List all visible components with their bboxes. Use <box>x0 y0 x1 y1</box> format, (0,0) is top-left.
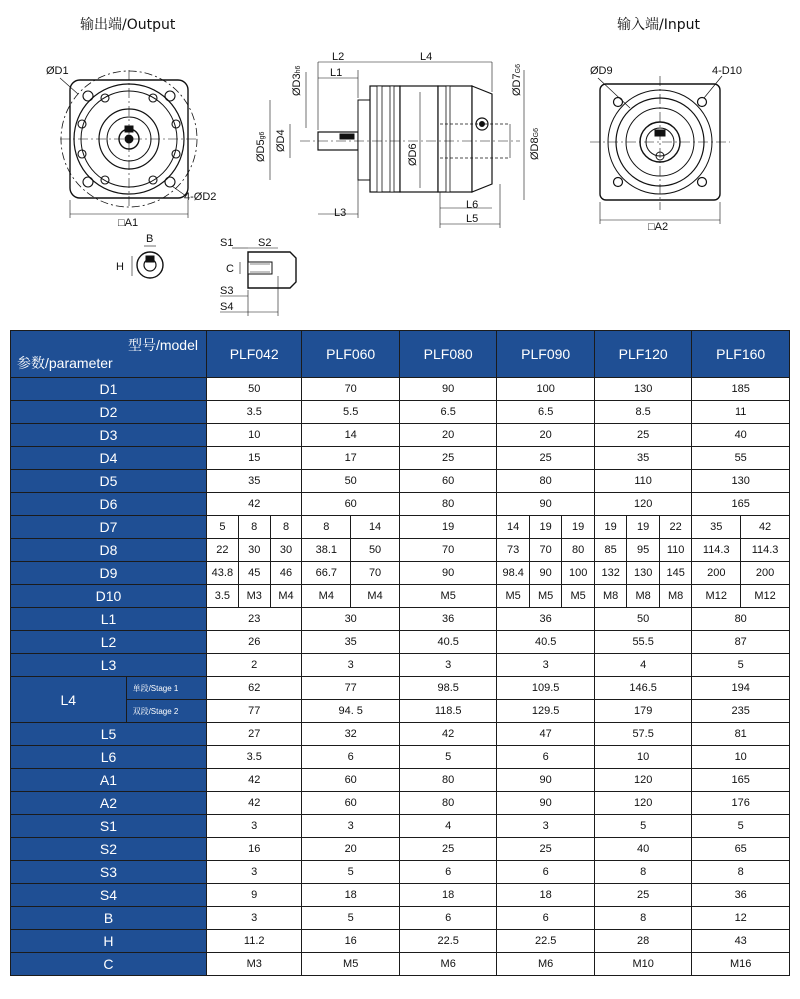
param-cell: L2 <box>11 631 207 654</box>
value-cell: 10 <box>594 746 691 769</box>
value-cell: 19 <box>562 516 595 539</box>
value-cell: 14 <box>497 516 529 539</box>
value-cell: 40 <box>594 838 691 861</box>
value-cell: 42 <box>206 792 301 815</box>
value-cell: M4 <box>302 585 351 608</box>
param-cell: L6 <box>11 746 207 769</box>
value-cell: 185 <box>692 378 790 401</box>
table-row <box>11 677 790 700</box>
value-cell: 6 <box>497 861 594 884</box>
table-row <box>11 907 790 930</box>
value-cell: M6 <box>399 953 496 976</box>
param-cell: H <box>11 930 207 953</box>
param-cell: D2 <box>11 401 207 424</box>
label-b: B <box>146 233 154 245</box>
model-header-plf042: PLF042 <box>206 331 301 378</box>
value-cell: M3 <box>206 953 301 976</box>
label-a2: □A2 <box>648 221 669 233</box>
table-body <box>11 378 790 976</box>
param-cell: D5 <box>11 470 207 493</box>
value-cell: 35 <box>302 631 399 654</box>
value-cell: 47 <box>497 723 594 746</box>
value-cell: 35 <box>206 470 301 493</box>
value-cell: 4 <box>399 815 496 838</box>
param-cell: L1 <box>11 608 207 631</box>
value-cell: 90 <box>497 493 594 516</box>
value-cell: 6.5 <box>497 401 594 424</box>
value-cell: 90 <box>497 792 594 815</box>
value-cell: M8 <box>627 585 659 608</box>
value-cell: 55.5 <box>594 631 691 654</box>
value-cell: 80 <box>692 608 790 631</box>
value-cell: 3 <box>206 861 301 884</box>
value-cell: 77 <box>302 677 399 700</box>
value-cell: 36 <box>692 884 790 907</box>
value-cell: 85 <box>594 539 626 562</box>
value-cell: 22 <box>206 539 238 562</box>
table-row <box>11 654 790 677</box>
value-cell: 25 <box>399 838 496 861</box>
value-cell: 16 <box>302 930 399 953</box>
value-cell: 179 <box>594 700 691 723</box>
table-row <box>11 930 790 953</box>
value-cell: M4 <box>351 585 400 608</box>
value-cell: 3 <box>206 815 301 838</box>
table-corner <box>11 331 207 378</box>
table-header-row <box>11 331 790 378</box>
value-cell: 25 <box>594 884 691 907</box>
value-cell: 90 <box>399 562 496 585</box>
value-cell: 3 <box>497 654 594 677</box>
value-cell: 50 <box>302 470 399 493</box>
param-cell: D9 <box>11 562 207 585</box>
value-cell: 80 <box>497 470 594 493</box>
value-cell: 3 <box>399 654 496 677</box>
value-cell: 43 <box>692 930 790 953</box>
value-cell: 62 <box>206 677 301 700</box>
value-cell: 19 <box>399 516 496 539</box>
value-cell: 165 <box>692 769 790 792</box>
value-cell: 165 <box>692 493 790 516</box>
value-cell: 130 <box>594 378 691 401</box>
value-cell: 6.5 <box>399 401 496 424</box>
value-cell: 10 <box>206 424 301 447</box>
value-cell: 145 <box>659 562 692 585</box>
model-header-plf090: PLF090 <box>497 331 594 378</box>
value-cell: 42 <box>206 769 301 792</box>
table-row <box>11 470 790 493</box>
value-cell: 5.5 <box>302 401 399 424</box>
value-cell: 176 <box>692 792 790 815</box>
value-cell: 5 <box>692 815 790 838</box>
value-cell: 50 <box>351 539 400 562</box>
value-cell: 70 <box>399 539 496 562</box>
table-row <box>11 562 790 585</box>
value-cell: 6 <box>497 907 594 930</box>
value-cell: 57.5 <box>594 723 691 746</box>
value-cell: 81 <box>692 723 790 746</box>
value-cell: 18 <box>302 884 399 907</box>
value-cell: 35 <box>692 516 741 539</box>
value-cell: 120 <box>594 769 691 792</box>
value-cell: 120 <box>594 792 691 815</box>
value-cell: 90 <box>529 562 561 585</box>
table-row <box>11 401 790 424</box>
value-cell: 15 <box>206 447 301 470</box>
value-cell: 42 <box>741 516 790 539</box>
value-cell: M10 <box>594 953 691 976</box>
value-cell: M3 <box>238 585 270 608</box>
value-cell: 8 <box>594 907 691 930</box>
value-cell: 5 <box>302 861 399 884</box>
value-cell: 20 <box>399 424 496 447</box>
table-row <box>11 700 790 723</box>
value-cell: 94. 5 <box>302 700 399 723</box>
param-cell: D1 <box>11 378 207 401</box>
table-row <box>11 424 790 447</box>
value-cell: M5 <box>399 585 496 608</box>
table-row <box>11 447 790 470</box>
label-s3: S3 <box>220 285 234 297</box>
param-cell: D8 <box>11 539 207 562</box>
value-cell: 4 <box>594 654 691 677</box>
value-cell: 43.8 <box>206 562 238 585</box>
value-cell: 6 <box>399 907 496 930</box>
value-cell: 50 <box>206 378 301 401</box>
value-cell: M5 <box>302 953 399 976</box>
value-cell: 5 <box>206 516 238 539</box>
value-cell: 10 <box>692 746 790 769</box>
table-row <box>11 516 790 539</box>
value-cell: 12 <box>692 907 790 930</box>
table-row <box>11 953 790 976</box>
value-cell: 60 <box>302 792 399 815</box>
value-cell: 40.5 <box>399 631 496 654</box>
value-cell: 80 <box>399 769 496 792</box>
value-cell: 87 <box>692 631 790 654</box>
value-cell: 130 <box>627 562 659 585</box>
value-cell: 100 <box>562 562 595 585</box>
value-cell: 110 <box>594 470 691 493</box>
value-cell: 3.5 <box>206 401 301 424</box>
table-row <box>11 608 790 631</box>
value-cell: M5 <box>529 585 561 608</box>
label-l5: L5 <box>466 213 479 225</box>
label-l3: L3 <box>334 207 347 219</box>
value-cell: 8 <box>692 861 790 884</box>
value-cell: 200 <box>692 562 741 585</box>
label-s4: S4 <box>220 301 234 313</box>
value-cell: 9 <box>206 884 301 907</box>
header-model-label: 型号/model <box>127 337 198 353</box>
value-cell: 114.3 <box>692 539 741 562</box>
value-cell: 73 <box>497 539 529 562</box>
label-d9: ØD9 <box>590 65 613 77</box>
value-cell: 200 <box>741 562 790 585</box>
value-cell: 5 <box>302 907 399 930</box>
value-cell: 80 <box>399 493 496 516</box>
value-cell: 32 <box>302 723 399 746</box>
value-cell: 194 <box>692 677 790 700</box>
value-cell: 30 <box>302 608 399 631</box>
value-cell: M6 <box>497 953 594 976</box>
param-cell: L4 <box>11 677 127 723</box>
value-cell: 129.5 <box>497 700 594 723</box>
label-d3: ØD3h6 <box>291 65 303 96</box>
table-row <box>11 861 790 884</box>
table-row <box>11 493 790 516</box>
model-header-plf080: PLF080 <box>399 331 496 378</box>
param-cell: D4 <box>11 447 207 470</box>
value-cell: M8 <box>659 585 692 608</box>
value-cell: 66.7 <box>302 562 351 585</box>
param-cell: S3 <box>11 861 207 884</box>
value-cell: M16 <box>692 953 790 976</box>
value-cell: 114.3 <box>741 539 790 562</box>
value-cell: 42 <box>399 723 496 746</box>
input-title: 输入端/Input <box>617 17 700 33</box>
stage-cell: 双段/Stage 2 <box>126 700 206 723</box>
technical-drawing <box>0 0 800 322</box>
label-l6: L6 <box>466 199 479 211</box>
label-d8: ØD8G6 <box>529 128 541 160</box>
label-d6: ØD6 <box>407 143 419 166</box>
label-l2: L2 <box>332 51 345 63</box>
label-d4: ØD4 <box>275 129 287 152</box>
table-row <box>11 631 790 654</box>
param-cell: S2 <box>11 838 207 861</box>
value-cell: 19 <box>529 516 561 539</box>
label-s1: S1 <box>220 237 234 249</box>
value-cell: 118.5 <box>399 700 496 723</box>
value-cell: 26 <box>206 631 301 654</box>
value-cell: 8 <box>594 861 691 884</box>
model-header-plf120: PLF120 <box>594 331 691 378</box>
value-cell: 25 <box>497 838 594 861</box>
value-cell: 45 <box>238 562 270 585</box>
value-cell: 14 <box>302 424 399 447</box>
value-cell: 20 <box>497 424 594 447</box>
value-cell: 3 <box>206 907 301 930</box>
label-d1: ØD1 <box>46 65 69 77</box>
value-cell: 95 <box>627 539 659 562</box>
table-row <box>11 585 790 608</box>
value-cell: 16 <box>206 838 301 861</box>
value-cell: 80 <box>562 539 595 562</box>
label-s2: S2 <box>258 237 272 249</box>
table-row <box>11 769 790 792</box>
value-cell: 11.2 <box>206 930 301 953</box>
value-cell: 70 <box>529 539 561 562</box>
param-cell: D6 <box>11 493 207 516</box>
header-param-label: 参数/parameter <box>17 355 113 371</box>
label-d2: 4-ØD2 <box>184 191 217 203</box>
value-cell: 110 <box>659 539 692 562</box>
value-cell: 25 <box>399 447 496 470</box>
value-cell: 8.5 <box>594 401 691 424</box>
value-cell: 27 <box>206 723 301 746</box>
value-cell: 8 <box>238 516 270 539</box>
value-cell: 60 <box>302 769 399 792</box>
value-cell: 8 <box>270 516 302 539</box>
value-cell: 6 <box>399 861 496 884</box>
value-cell: 8 <box>302 516 351 539</box>
value-cell: M4 <box>270 585 302 608</box>
value-cell: 38.1 <box>302 539 351 562</box>
param-cell: S1 <box>11 815 207 838</box>
value-cell: 2 <box>206 654 301 677</box>
label-d7: ØD7G6 <box>511 64 523 96</box>
value-cell: M12 <box>692 585 741 608</box>
value-cell: 70 <box>351 562 400 585</box>
param-cell: L3 <box>11 654 207 677</box>
key-detail <box>132 246 163 278</box>
value-cell: 3 <box>302 815 399 838</box>
value-cell: 30 <box>270 539 302 562</box>
spec-table <box>10 330 790 976</box>
value-cell: 23 <box>206 608 301 631</box>
value-cell: 65 <box>692 838 790 861</box>
label-d5: ØD5g6 <box>255 131 267 162</box>
value-cell: 40.5 <box>497 631 594 654</box>
label-d10: 4-D10 <box>712 65 742 77</box>
table-row <box>11 378 790 401</box>
label-l4: L4 <box>420 51 433 63</box>
value-cell: 20 <box>302 838 399 861</box>
table-row <box>11 815 790 838</box>
value-cell: 11 <box>692 401 790 424</box>
table-row <box>11 792 790 815</box>
value-cell: 146.5 <box>594 677 691 700</box>
value-cell: 98.4 <box>497 562 529 585</box>
value-cell: 120 <box>594 493 691 516</box>
value-cell: 22.5 <box>399 930 496 953</box>
stage-cell: 单段/Stage 1 <box>126 677 206 700</box>
param-cell: C <box>11 953 207 976</box>
value-cell: 19 <box>594 516 626 539</box>
input-end-view <box>590 76 730 224</box>
value-cell: M8 <box>594 585 626 608</box>
param-cell: S4 <box>11 884 207 907</box>
table-row <box>11 539 790 562</box>
output-end-view <box>60 70 198 218</box>
value-cell: 60 <box>399 470 496 493</box>
value-cell: 90 <box>399 378 496 401</box>
value-cell: 22.5 <box>497 930 594 953</box>
value-cell: 25 <box>497 447 594 470</box>
value-cell: 60 <box>302 493 399 516</box>
value-cell: 109.5 <box>497 677 594 700</box>
value-cell: 80 <box>399 792 496 815</box>
value-cell: 36 <box>497 608 594 631</box>
param-cell: L5 <box>11 723 207 746</box>
label-l1: L1 <box>330 67 343 79</box>
value-cell: M5 <box>497 585 529 608</box>
value-cell: 18 <box>399 884 496 907</box>
value-cell: 235 <box>692 700 790 723</box>
value-cell: 40 <box>692 424 790 447</box>
value-cell: 100 <box>497 378 594 401</box>
table-row <box>11 884 790 907</box>
value-cell: M12 <box>741 585 790 608</box>
drawing-svg <box>0 0 800 322</box>
side-view <box>270 62 524 228</box>
param-cell: D3 <box>11 424 207 447</box>
value-cell: 3 <box>302 654 399 677</box>
label-a1: □A1 <box>118 217 139 229</box>
value-cell: 70 <box>302 378 399 401</box>
value-cell: 90 <box>497 769 594 792</box>
table-row <box>11 746 790 769</box>
value-cell: 22 <box>659 516 692 539</box>
value-cell: 46 <box>270 562 302 585</box>
value-cell: 77 <box>206 700 301 723</box>
value-cell: 55 <box>692 447 790 470</box>
param-cell: B <box>11 907 207 930</box>
value-cell: 5 <box>399 746 496 769</box>
param-cell: D7 <box>11 516 207 539</box>
value-cell: 3.5 <box>206 746 301 769</box>
value-cell: 42 <box>206 493 301 516</box>
value-cell: 5 <box>594 815 691 838</box>
value-cell: M5 <box>562 585 595 608</box>
value-cell: 17 <box>302 447 399 470</box>
value-cell: 14 <box>351 516 400 539</box>
table-row <box>11 838 790 861</box>
value-cell: 130 <box>692 470 790 493</box>
value-cell: 5 <box>692 654 790 677</box>
value-cell: 28 <box>594 930 691 953</box>
value-cell: 98.5 <box>399 677 496 700</box>
value-cell: 36 <box>399 608 496 631</box>
param-cell: A2 <box>11 792 207 815</box>
value-cell: 3.5 <box>206 585 238 608</box>
value-cell: 25 <box>594 424 691 447</box>
model-header-plf060: PLF060 <box>302 331 399 378</box>
output-title: 输出端/Output <box>80 17 176 33</box>
value-cell: 35 <box>594 447 691 470</box>
table-row <box>11 723 790 746</box>
value-cell: 3 <box>497 815 594 838</box>
value-cell: 19 <box>627 516 659 539</box>
value-cell: 6 <box>497 746 594 769</box>
param-cell: A1 <box>11 769 207 792</box>
value-cell: 18 <box>497 884 594 907</box>
value-cell: 132 <box>594 562 626 585</box>
model-header-plf160: PLF160 <box>692 331 790 378</box>
value-cell: 50 <box>594 608 691 631</box>
value-cell: 30 <box>238 539 270 562</box>
label-h: H <box>116 261 124 273</box>
param-cell: D10 <box>11 585 207 608</box>
value-cell: 6 <box>302 746 399 769</box>
label-c: C <box>226 263 234 275</box>
